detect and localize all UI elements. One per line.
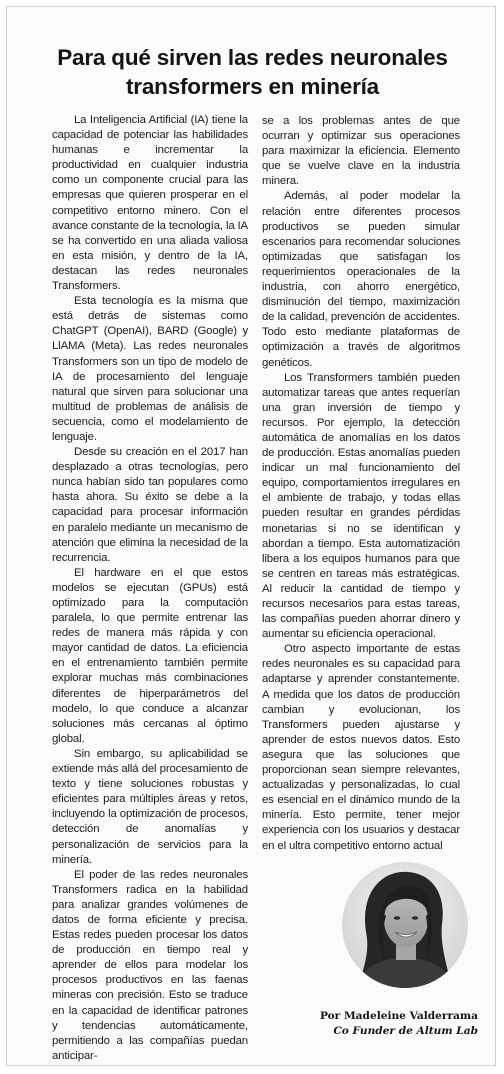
- article-title: Para qué sirven las redes neuronales transformers en minería: [57, 45, 448, 100]
- author-portrait-photo: [342, 862, 468, 988]
- left-column: [52, 113, 248, 1064]
- right-column: [262, 114, 460, 854]
- right-paragraph-1: se a los problemas antes de que ocurran y optimizar sus operaciones para maximizar la eficiencia. Elemento que se vuelve clave en la industria minera.: [262, 115, 460, 188]
- byline: [258, 1009, 478, 1039]
- right-paragraph-3: Los Transformers también pueden automatizar tareas que antes requerían una gran inversión de tiempo y recursos. Por ejemplo, la detección automática de anomalías en los datos de producción. Estas anomalías pueden indicar un mal funcionamiento del equipo, comportamientos irregulares en el ambiente de trabajo, y todas ellas pueden resultar en grandes pérdidas monetarias si no se identifican y abordan a tiempo. Esta automatización libera a los equipos humanos para que se centren en tareas más estratégicas. Al reducir la cantidad de tiempo y recursos necesarios para estas tareas, las compañías pueden ahorrar dinero y aumentar su eficiencia operacional.: [262, 371, 460, 641]
- left-paragraph-4: El hardware en el que estos modelos se ejecutan (GPUs) está optimizado para la computación paralela, lo que permite entrenar las redes de manera más rápida y con mayor cantidad de datos. La eficiencia en el entrenamiento también permite explorar muchas más combinaciones diferentes de hiperparámetros del modelo, lo que conduce a alcanzar soluciones más cercanas al óptimo global.: [52, 566, 248, 745]
- left-paragraph-5: Sin embargo, su aplicabilidad se extiende más allá del procesamiento de texto y tiene soluciones robustas y eficientes para múltiples áreas y retos, incluyendo la optimización de procesos, detección de anomalías y personalización de servicios para la minería.: [52, 747, 248, 866]
- left-paragraph-2: Esta tecnología es la misma que está detrás de sistemas como ChatGPT (OpenAI), BARD (Google) y LlAMA (Meta). Las redes neuronales Transformers son un tipo de modelo de IA de procesamiento del lenguaje natural que sirven para solucionar una multitud de problemas de análisis de secuencia, como el modelamiento de lenguaje.: [52, 295, 248, 443]
- author-role: Co Funder de Altum Lab: [333, 1025, 478, 1037]
- left-paragraph-3: Desde su creación en el 2017 han desplazado a otras tecnologías, pero nunca habían sido tan populares como hasta ahora. Su éxito se debe a la capacidad para procesar información en paralelo mediante un mecanismo de atención que elimina la necesidad de la recurrencia.: [52, 446, 248, 564]
- author-name: Por Madeleine Valderrama: [319, 1010, 478, 1022]
- left-paragraph-1: La Inteligencia Artificial (IA) tiene la capacidad de potenciar las habilidades humanas e incrementar la productividad en cualquier industria como un componente crucial para las empresas que quieren prosperar en el competitivo entorno minero. Con el avance constante de la tecnología, la IA se ha convertido en una aliada valiosa en esta misión, y dentro de la IA, destacan las redes neuronales Transformers.: [52, 114, 249, 293]
- author-portrait-icon: [342, 862, 468, 988]
- right-paragraph-4: Otro aspecto importante de estas redes neuronales es su capacidad para adaptarse y aprender constantemente. A medida que los datos de producción cambian y evolucionan, los Transformers pueden ajustarse y aprender de estos nuevos datos. Esto asegura que las soluciones que proporcionan sean siempre relevantes, actualizadas y personalizadas, lo cual es esencial en el dinámico mundo de la minería. Esto permite, tener mejor experiencia con los usuarios y destacar en el ultra competitivo entorno actual: [262, 643, 460, 852]
- right-paragraph-2: Además, al poder modelar la relación entre diferentes procesos productivos se pueden simular escenarios para recomendar soluciones optimizadas que satisfagan los requerimientos operacionales de la industria, con ahorro energético, disminución del tiempo, maximización de la calidad, prevención de accidentes. Todo esto mediante plataformas de optimización a través de algoritmos genéticos.: [262, 190, 460, 369]
- left-paragraph-6: El poder de las redes neuronales Transformers radica en la habilidad para analizar grandes volúmenes de datos de forma eficiente y precisa. Estas redes pueden procesar los datos de producción en tiempo real y aprender de ellos para modelar los procesos productivos en las faenas mineras con precisión. Esto se traduce en la capacidad de identificar patrones y tendencias automáticamente, permitiendo a las compañías puedan anticipar-: [52, 868, 248, 1062]
